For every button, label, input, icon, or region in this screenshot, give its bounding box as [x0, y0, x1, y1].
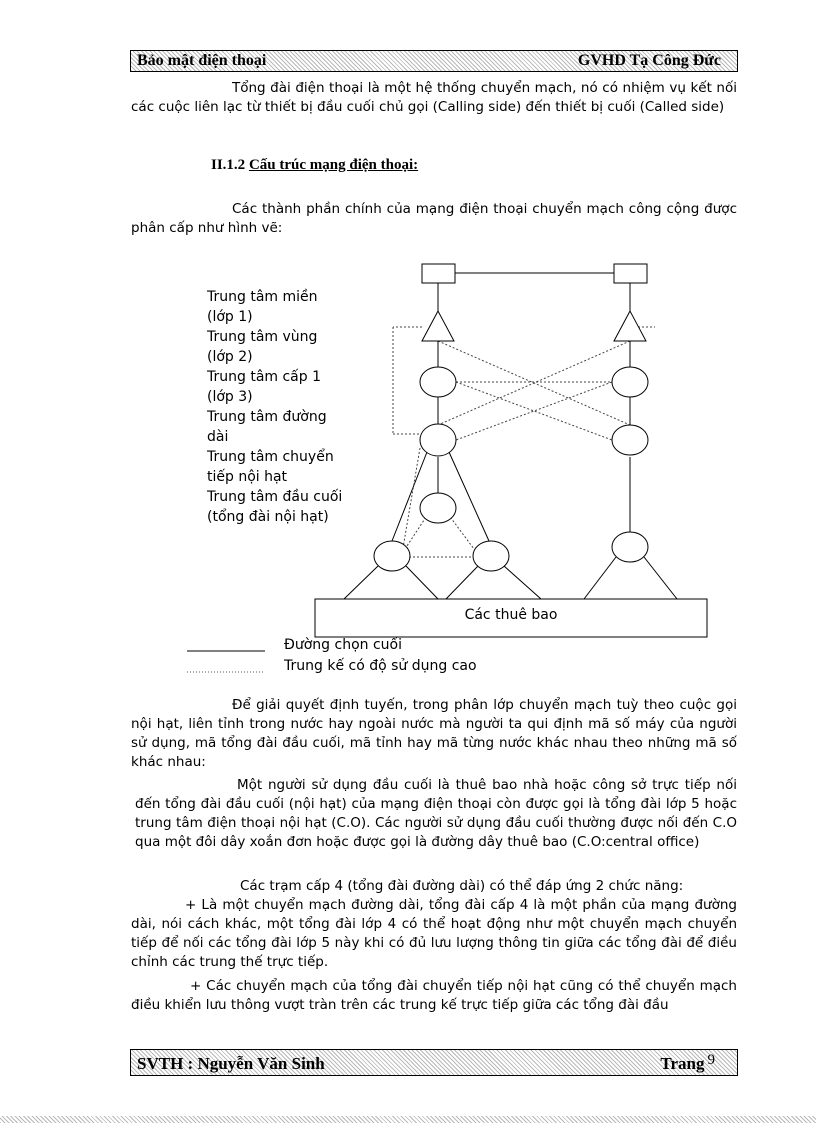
intro-paragraph: Tổng đài điện thoại là một hệ thống chuyển mạch, nó có nhiệm vụ kết nối các cuộc liên lạc từ thiết bị đầu cuối chủ gọi (Calling side) đến thiết bị cuối (Called side): [131, 80, 737, 115]
subscribers-label: Các thuê bao: [464, 607, 558, 623]
sectional-center-right: [612, 367, 648, 397]
high-usage-trunk: [403, 448, 420, 548]
footer-student: SVTH : Nguyễn Văn Sinh: [137, 1054, 325, 1073]
paragraph-toll-switch: + Là một chuyển mạch đường dài, tổng đài cấp 4 là một phần của mạng đường dài, nói cách khác, một tổng đài lớp 4 có thể hoạt động như một chuyển mạch chuyển tiếp để nối các tổng đài lớp 5 này khi có đủ lưu lượng thông tin giữa các tổng đài để điều chỉnh các trung thế trực tiếp.: [131, 897, 737, 970]
paragraph-tandem: + Các chuyển mạch của tổng đài chuyển tiếp nội hạt cũng có thể chuyển mạch điều khiển lưu thông vượt tràn trên các trung kế trực tiếp giữa các tổng đài đầu: [131, 978, 737, 1013]
diagram-label: Trung tâm đầu cuối: [207, 489, 343, 505]
header-advisor: GVHD Tạ Công Đức: [577, 52, 721, 69]
regional-center-triangle-left: [422, 311, 454, 341]
diagram-label: Trung tâm vùng: [207, 329, 318, 345]
diagram-label: tiếp nội hạt: [207, 469, 288, 485]
legend-solid-label: Đường chọn cuối: [284, 637, 402, 653]
end-office-left: [374, 541, 410, 571]
sectional-center-left: [420, 367, 456, 397]
diagram-label: dài: [207, 429, 229, 445]
high-usage-trunk: [448, 514, 474, 549]
page-number: 9: [707, 1052, 715, 1068]
page-label: Trang: [660, 1054, 705, 1073]
diagram-label: (lớp 2): [207, 349, 253, 365]
diagram-label: (lớp 3): [207, 389, 253, 405]
header-title: Bảo mật điện thoại: [137, 52, 267, 69]
page-bottom-border: [0, 1116, 816, 1123]
diagram-label: Trung tâm miền: [207, 289, 318, 305]
paragraph-class4: Các trạm cấp 4 (tổng đài đường dài) có thể đáp ứng 2 chức năng:: [240, 878, 684, 894]
subscriber-line: [504, 566, 541, 599]
regional-center-box-right: [614, 264, 647, 283]
section-title: Cấu trúc mạng điện thoại:: [248, 157, 419, 173]
legend-dotted-label: Trung kế có độ sử dụng cao: [284, 658, 477, 674]
diagram-label: (lớp 1): [207, 309, 253, 325]
paragraph-end-office: Một người sử dụng đầu cuối là thuê bao nhà hoặc công sở trực tiếp nối đến tổng đài đầu cuối (nội hạt) của mạng điện thoại còn được gọi là tổng đài lớp 5 hoặc trung tâm điện thoại nội hạt (C.O). Các người sử dụng đầu cuối thường được nối đến C.O qua một đôi dây xoắn đơn hoặc được gọi là đường dây thuê bao (C.O:central office): [135, 777, 737, 850]
section-intro: Các thành phần chính của mạng điện thoại chuyển mạch công cộng được phân cấp như hình vẽ:: [131, 201, 737, 236]
section-number: II.1.2: [211, 157, 246, 173]
tandem-center: [420, 493, 456, 523]
footer-page: [660, 1054, 715, 1074]
diagram-label: (tổng đài nội hạt): [207, 509, 329, 525]
end-office-right: [612, 532, 648, 562]
subscriber-line: [406, 566, 438, 599]
subscriber-line: [446, 566, 478, 599]
toll-center-right: [612, 425, 648, 455]
diagram-label: Trung tâm cấp 1: [207, 369, 322, 385]
page-footer: [130, 1049, 738, 1076]
link: [449, 452, 489, 541]
subscriber-line: [584, 557, 616, 599]
paragraph-routing: Để giải quyết định tuyến, trong phân lớp chuyển mạch tuỳ theo cuộc gọi nội hạt, liên tỉnh trong nước hay ngoài nước mà người ta qui định mã số máy của người sử dụng, mã tổng đài đầu cuối, mã tỉnh hay mã từng nước khác nhau theo những mã số khác nhau:: [131, 697, 737, 770]
diagram-label: Trung tâm chuyển: [207, 449, 334, 465]
end-office-middle: [473, 541, 509, 571]
link: [392, 452, 427, 541]
toll-center-left: [420, 424, 456, 456]
subscriber-line: [644, 557, 677, 599]
high-usage-trunk: [405, 514, 428, 549]
regional-center-triangle-right: [614, 311, 646, 341]
high-usage-trunk: [438, 341, 630, 425]
diagram-label: Trung tâm đường: [207, 409, 327, 425]
regional-center-box-left: [422, 264, 455, 283]
subscriber-line: [344, 566, 378, 599]
